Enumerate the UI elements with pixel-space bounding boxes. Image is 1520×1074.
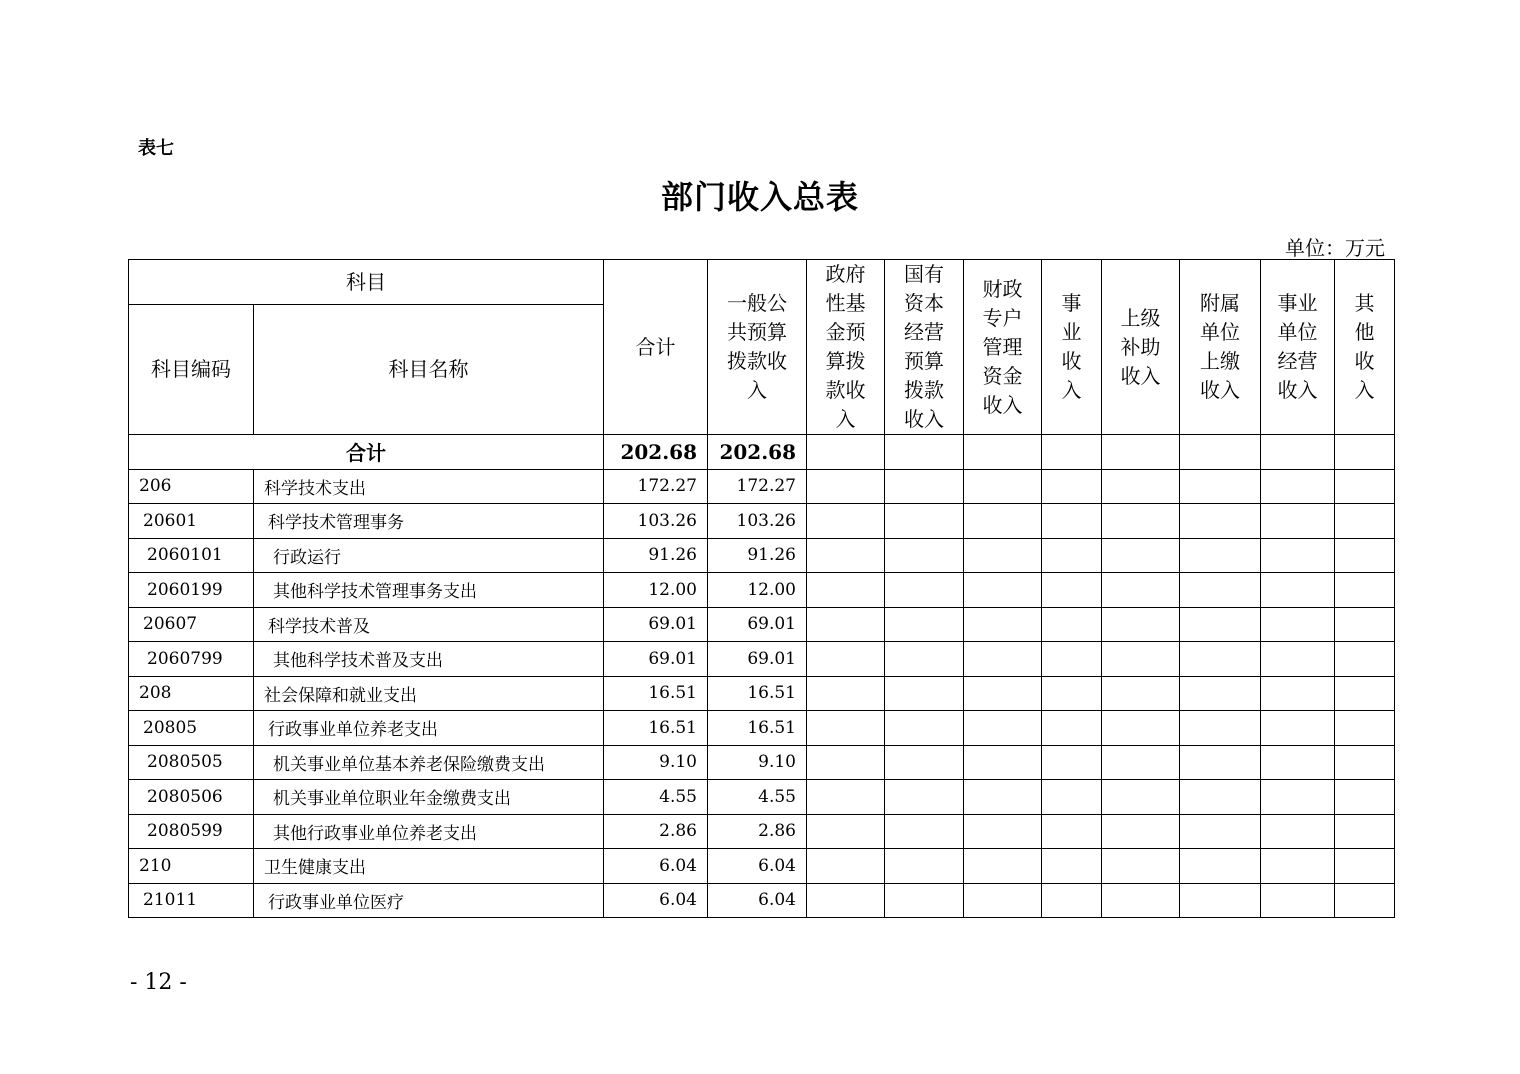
subject-code: 210 <box>129 849 254 884</box>
subject-code: 20601 <box>129 504 254 539</box>
row-total: 2.86 <box>604 814 708 849</box>
header-name: 科目名称 <box>254 305 604 435</box>
row-general: 4.55 <box>708 780 807 815</box>
header-general: 一般公 共预算 拨款收 入 <box>708 260 807 435</box>
total-label: 合计 <box>129 435 604 470</box>
row-general: 6.04 <box>708 883 807 918</box>
table-row <box>129 538 1395 573</box>
table-row <box>129 642 1395 677</box>
table-row <box>129 745 1395 780</box>
table-row <box>129 676 1395 711</box>
header-affiliate: 附属 单位 上缴 收入 <box>1180 260 1261 435</box>
subject-name: 科学技术支出 <box>254 469 604 504</box>
subject-code: 20805 <box>129 711 254 746</box>
subject-code: 2060101 <box>129 538 254 573</box>
table-row <box>129 711 1395 746</box>
row-total: 103.26 <box>604 504 708 539</box>
table-row <box>129 780 1395 815</box>
subject-code: 2080506 <box>129 780 254 815</box>
row-total: 9.10 <box>604 745 708 780</box>
row-general: 69.01 <box>708 607 807 642</box>
row-total: 172.27 <box>604 469 708 504</box>
row-total: 91.26 <box>604 538 708 573</box>
table-row <box>129 573 1395 608</box>
header-other: 其 他 收 入 <box>1335 260 1395 435</box>
row-total: 4.55 <box>604 780 708 815</box>
row-general: 69.01 <box>708 642 807 677</box>
table-row <box>129 849 1395 884</box>
row-general: 16.51 <box>708 711 807 746</box>
subject-name: 其他科学技术普及支出 <box>254 642 604 677</box>
row-total: 69.01 <box>604 607 708 642</box>
subject-code: 208 <box>129 676 254 711</box>
income-summary-table <box>128 259 1395 918</box>
total-row <box>129 435 1395 470</box>
header-stateown: 国有 资本 经营 预算 拨款 收入 <box>885 260 964 435</box>
header-special: 财政 专户 管理 资金 收入 <box>964 260 1042 435</box>
row-total: 16.51 <box>604 676 708 711</box>
table-row <box>129 504 1395 539</box>
subject-name: 机关事业单位基本养老保险缴费支出 <box>254 745 604 780</box>
total-general-value: 202.68 <box>708 435 807 470</box>
row-total: 69.01 <box>604 642 708 677</box>
subject-code: 206 <box>129 469 254 504</box>
subject-name: 行政事业单位养老支出 <box>254 711 604 746</box>
header-subject: 科目 <box>129 260 604 305</box>
subject-code: 20607 <box>129 607 254 642</box>
subject-code: 2060799 <box>129 642 254 677</box>
total-value: 202.68 <box>604 435 708 470</box>
subject-name: 社会保障和就业支出 <box>254 676 604 711</box>
subject-code: 21011 <box>129 883 254 918</box>
row-general: 6.04 <box>708 849 807 884</box>
table-row <box>129 607 1395 642</box>
row-total: 6.04 <box>604 849 708 884</box>
header-govfund: 政府 性基 金预 算拨 款收 入 <box>807 260 885 435</box>
header-code: 科目编码 <box>129 305 254 435</box>
subject-name: 科学技术普及 <box>254 607 604 642</box>
row-general: 9.10 <box>708 745 807 780</box>
unit-label: 单位：万元 <box>1285 236 1385 260</box>
row-total: 6.04 <box>604 883 708 918</box>
row-total: 16.51 <box>604 711 708 746</box>
table-label: 表七 <box>138 138 174 159</box>
header-operating: 事业 单位 经营 收入 <box>1261 260 1335 435</box>
subject-name: 其他科学技术管理事务支出 <box>254 573 604 608</box>
subject-name: 行政运行 <box>254 538 604 573</box>
subject-name: 其他行政事业单位养老支出 <box>254 814 604 849</box>
row-general: 12.00 <box>708 573 807 608</box>
table-row <box>129 814 1395 849</box>
table-row <box>129 883 1395 918</box>
subject-code: 2060199 <box>129 573 254 608</box>
page-number: - 12 - <box>130 970 187 995</box>
row-general: 91.26 <box>708 538 807 573</box>
subject-code: 2080599 <box>129 814 254 849</box>
row-general: 103.26 <box>708 504 807 539</box>
subject-name: 行政事业单位医疗 <box>254 883 604 918</box>
header-business: 事 业 收 入 <box>1042 260 1102 435</box>
subject-name: 卫生健康支出 <box>254 849 604 884</box>
table-row <box>129 469 1395 504</box>
subject-name: 科学技术管理事务 <box>254 504 604 539</box>
row-general: 16.51 <box>708 676 807 711</box>
row-total: 12.00 <box>604 573 708 608</box>
header-total: 合计 <box>604 260 708 435</box>
header-superior: 上级 补助 收入 <box>1102 260 1180 435</box>
page-title: 部门收入总表 <box>660 178 859 216</box>
subject-name: 机关事业单位职业年金缴费支出 <box>254 780 604 815</box>
subject-code: 2080505 <box>129 745 254 780</box>
row-general: 2.86 <box>708 814 807 849</box>
row-general: 172.27 <box>708 469 807 504</box>
